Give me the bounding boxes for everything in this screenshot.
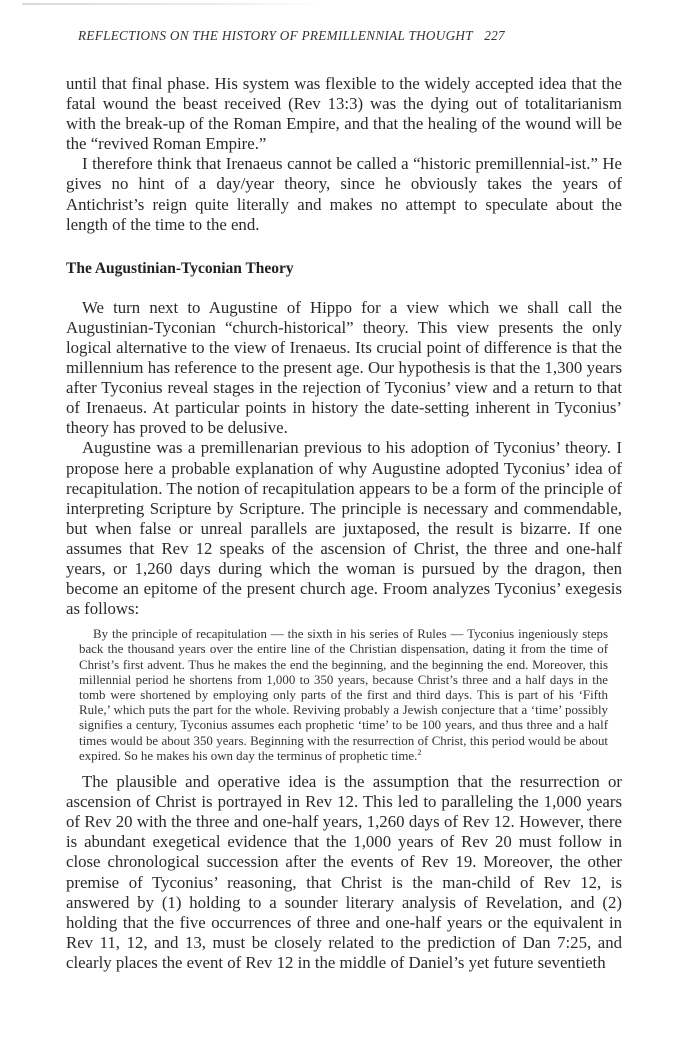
section-body xyxy=(66,298,622,973)
block-quote-body: By the principle of recapitulation — the sixth in his series of Rules — Tyconius ingeniously steps back the thousand years over the entire line of the Christian dispensation, dating it from the time of Christ’s first advent. Thus he makes the end the beginning, and the beginning the end. Moreover, this millennial period he shortens from 1,000 to 350 years, because Christ’s three and a half days in the tomb were shortened by employing only parts of the first and third days. This is part of his ‘Fifth Rule,’ which puts the part for the whole. Reviving probably a Jewish conjecture that a ‘time’ possibly signifies a century, Tyconius assumes each prophetic ‘time’ to be 100 years, and thus three and a half times would be about 350 years. Beginning with the resurrection of Christ, this period would be about expired. So he makes his own day the terminus of prophetic time. xyxy=(79,627,608,763)
block-quote-froom xyxy=(79,627,608,764)
section-heading: The Augustinian-Tyconian Theory xyxy=(66,259,294,277)
running-head-title: REFLECTIONS ON THE HISTORY OF PREMILLENNIAL THOUGHT xyxy=(78,28,473,43)
running-head xyxy=(78,28,618,44)
paragraph-continued: until that final phase. His system was flexible to the widely accepted idea that the fatal wound the beast received (Rev 13:3) was the dying out of totalitarianism with the break-up of the Roman Empire, and that the healing of the wound will be the “revived Roman Empire.” xyxy=(66,74,622,154)
page-number: 227 xyxy=(484,28,505,43)
paragraph-irenaeus-conclusion: I therefore think that Irenaeus cannot be called a “historic premillennial-ist.” He gives no hint of a day/year theory, since he obviously takes the years of Antichrist’s reign quite literally and makes no attempt to speculate about the length of the time to the end. xyxy=(66,154,622,234)
block-quote-text xyxy=(79,627,608,764)
scan-edge-artifact xyxy=(22,3,322,5)
paragraph-closing: The plausible and operative idea is the assumption that the resurrection or ascension of Christ is portrayed in Rev 12. This led to paralleling the 1,000 years of Rev 20 with the three and one-half years, 1,260 days of Rev 12. However, there is abundant exegetical evidence that the 1,000 years of Rev 20 must follow in close chronological succession after the events of Rev 19. Moreover, the other premise of Tyconius’ reasoning, that Christ is the man-child of Rev 12, is answered by (1) holding to a sounder literary analysis of Revelation, and (2) holding that the five occurrences of three and one-half years or the equivalent in Rev 11, 12, and 13, must be closely related to the prediction of Dan 7:25, and clearly places the event of Rev 12 in the middle of Daniel’s yet future seventieth xyxy=(66,772,622,972)
footnote-marker[interactable]: 2 xyxy=(417,747,422,757)
page-content xyxy=(66,74,622,973)
paragraph-recapitulation: Augustine was a premillenarian previous to his adoption of Tyconius’ theory. I propose here a probable explanation of why Augustine adopted Tyconius’ idea of recapitulation. The notion of recapitulation appears to be a form of the principle of interpreting Scripture by Scripture. The principle is necessary and commendable, but when false or unreal parallels are juxtaposed, the result is bizarre. If one assumes that Rev 12 speaks of the ascension of Christ, the three and one-half years, or 1,260 days during which the woman is pursued by the dragon, then become an epitome of the present church age. Froom analyzes Tyconius’ exegesis as follows: xyxy=(66,438,622,619)
paragraph-augustine-intro: We turn next to Augustine of Hippo for a view which we shall call the Augustinian-Tyconian “church-historical” theory. This view presents the only logical alternative to the view of Irenaeus. Its crucial point of difference is that the millennium has reference to the present age. Our hypothesis is that the 1,300 years after Tyconius reveal stages in the rejection of Tyconius’ view and a return to that of Irenaeus. At particular points in history the date-setting inherent in Tyconius’ theory has proved to be delusive. xyxy=(66,297,622,438)
